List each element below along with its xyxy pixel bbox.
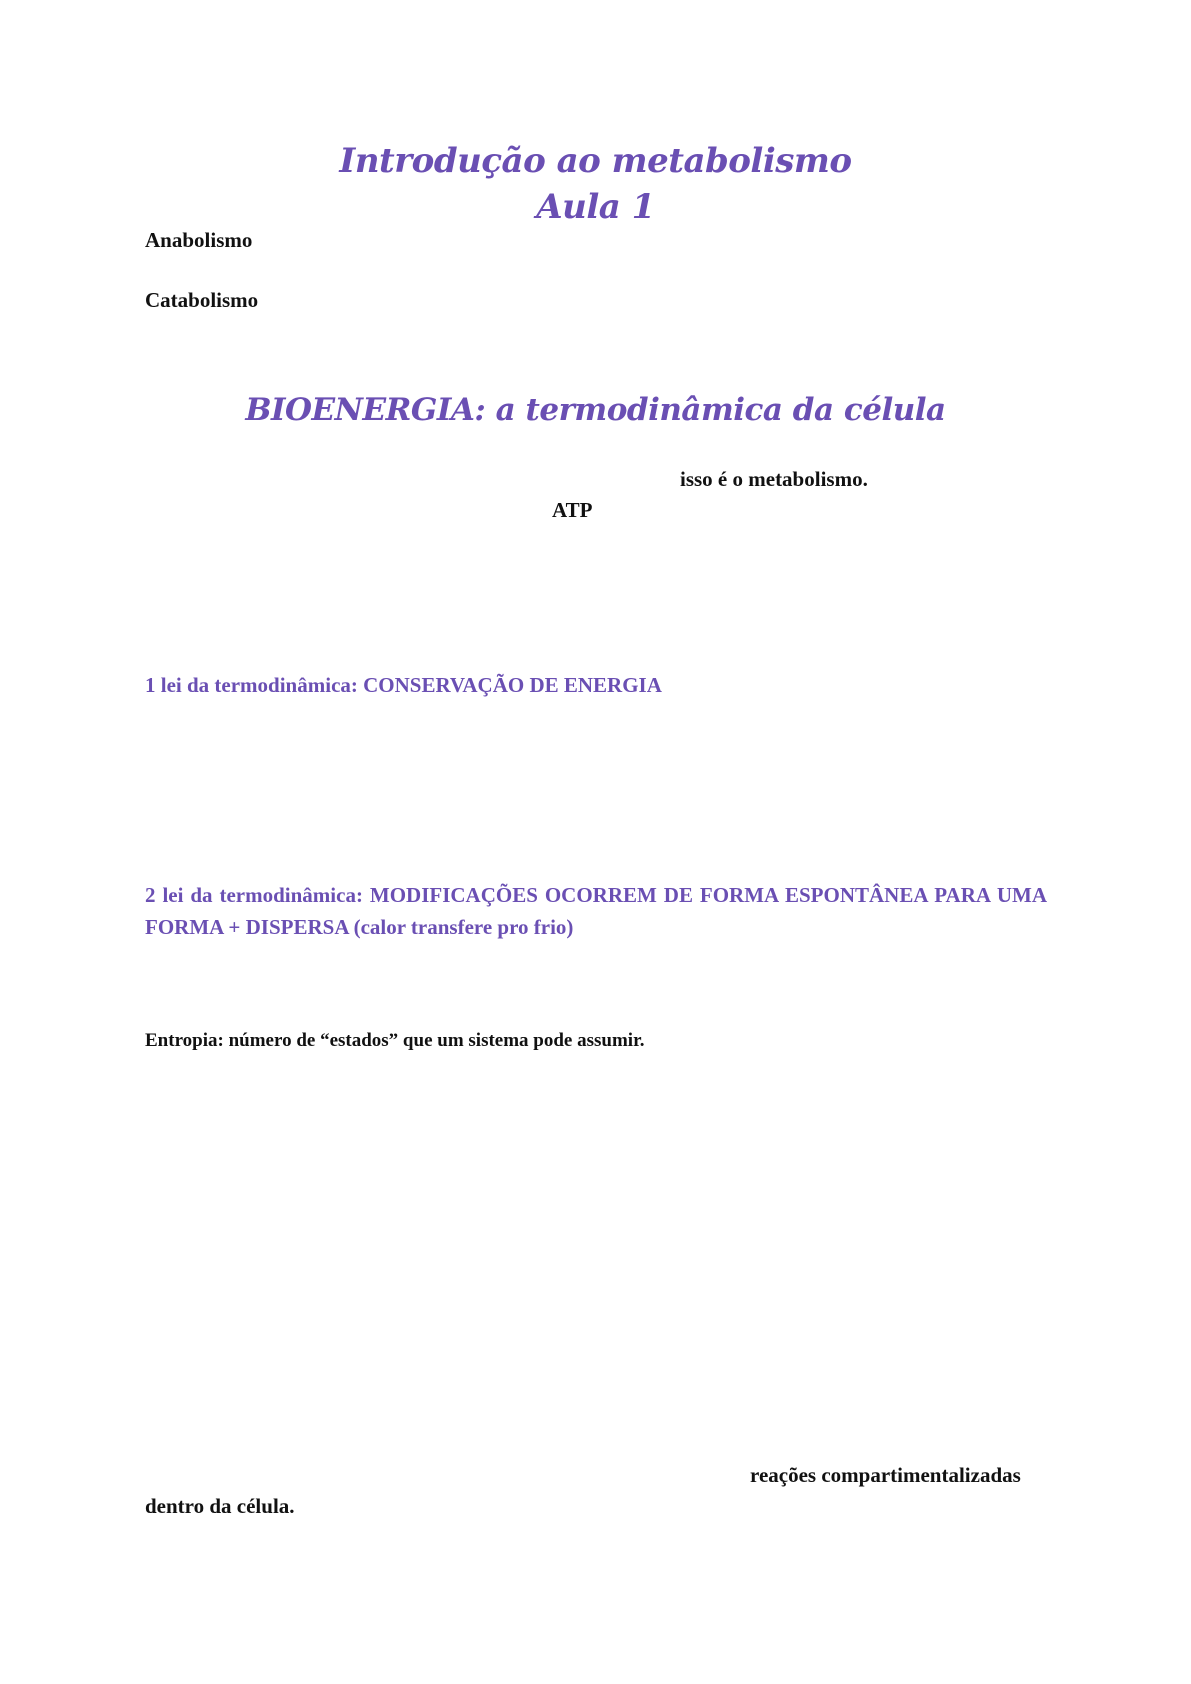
title-line-2: Aula 1 <box>536 187 655 227</box>
fragment-metabolismo: isso é o metabolismo. <box>680 467 868 491</box>
section-heading-bioenergia: BIOENERGIA: a termodinâmica da célula <box>245 392 946 428</box>
closing-line-2: dentro da célula. <box>145 1494 295 1518</box>
entropia-definition: Entropia: número de “estados” que um sistema pode assumir. <box>145 1030 645 1051</box>
closing-line-1: reações compartimentalizadas <box>750 1463 1021 1487</box>
first-law-heading: 1 lei da termodinâmica: CONSERVAÇÃO DE ENERGIA <box>145 673 662 697</box>
document-title <box>0 138 1191 230</box>
term-catabolismo: Catabolismo <box>145 288 259 312</box>
term-anabolismo: Anabolismo <box>145 228 253 252</box>
second-law-heading: 2 lei da termodinâmica: MODIFICAÇÕES OCORREM DE FORMA ESPONTÂNEA PARA UMA FORMA + DISPERSA (calor transfere pro frio) <box>145 883 1047 939</box>
title-line-1: Introdução ao metabolismo <box>339 141 852 181</box>
fragment-atp: ATP <box>552 498 593 522</box>
